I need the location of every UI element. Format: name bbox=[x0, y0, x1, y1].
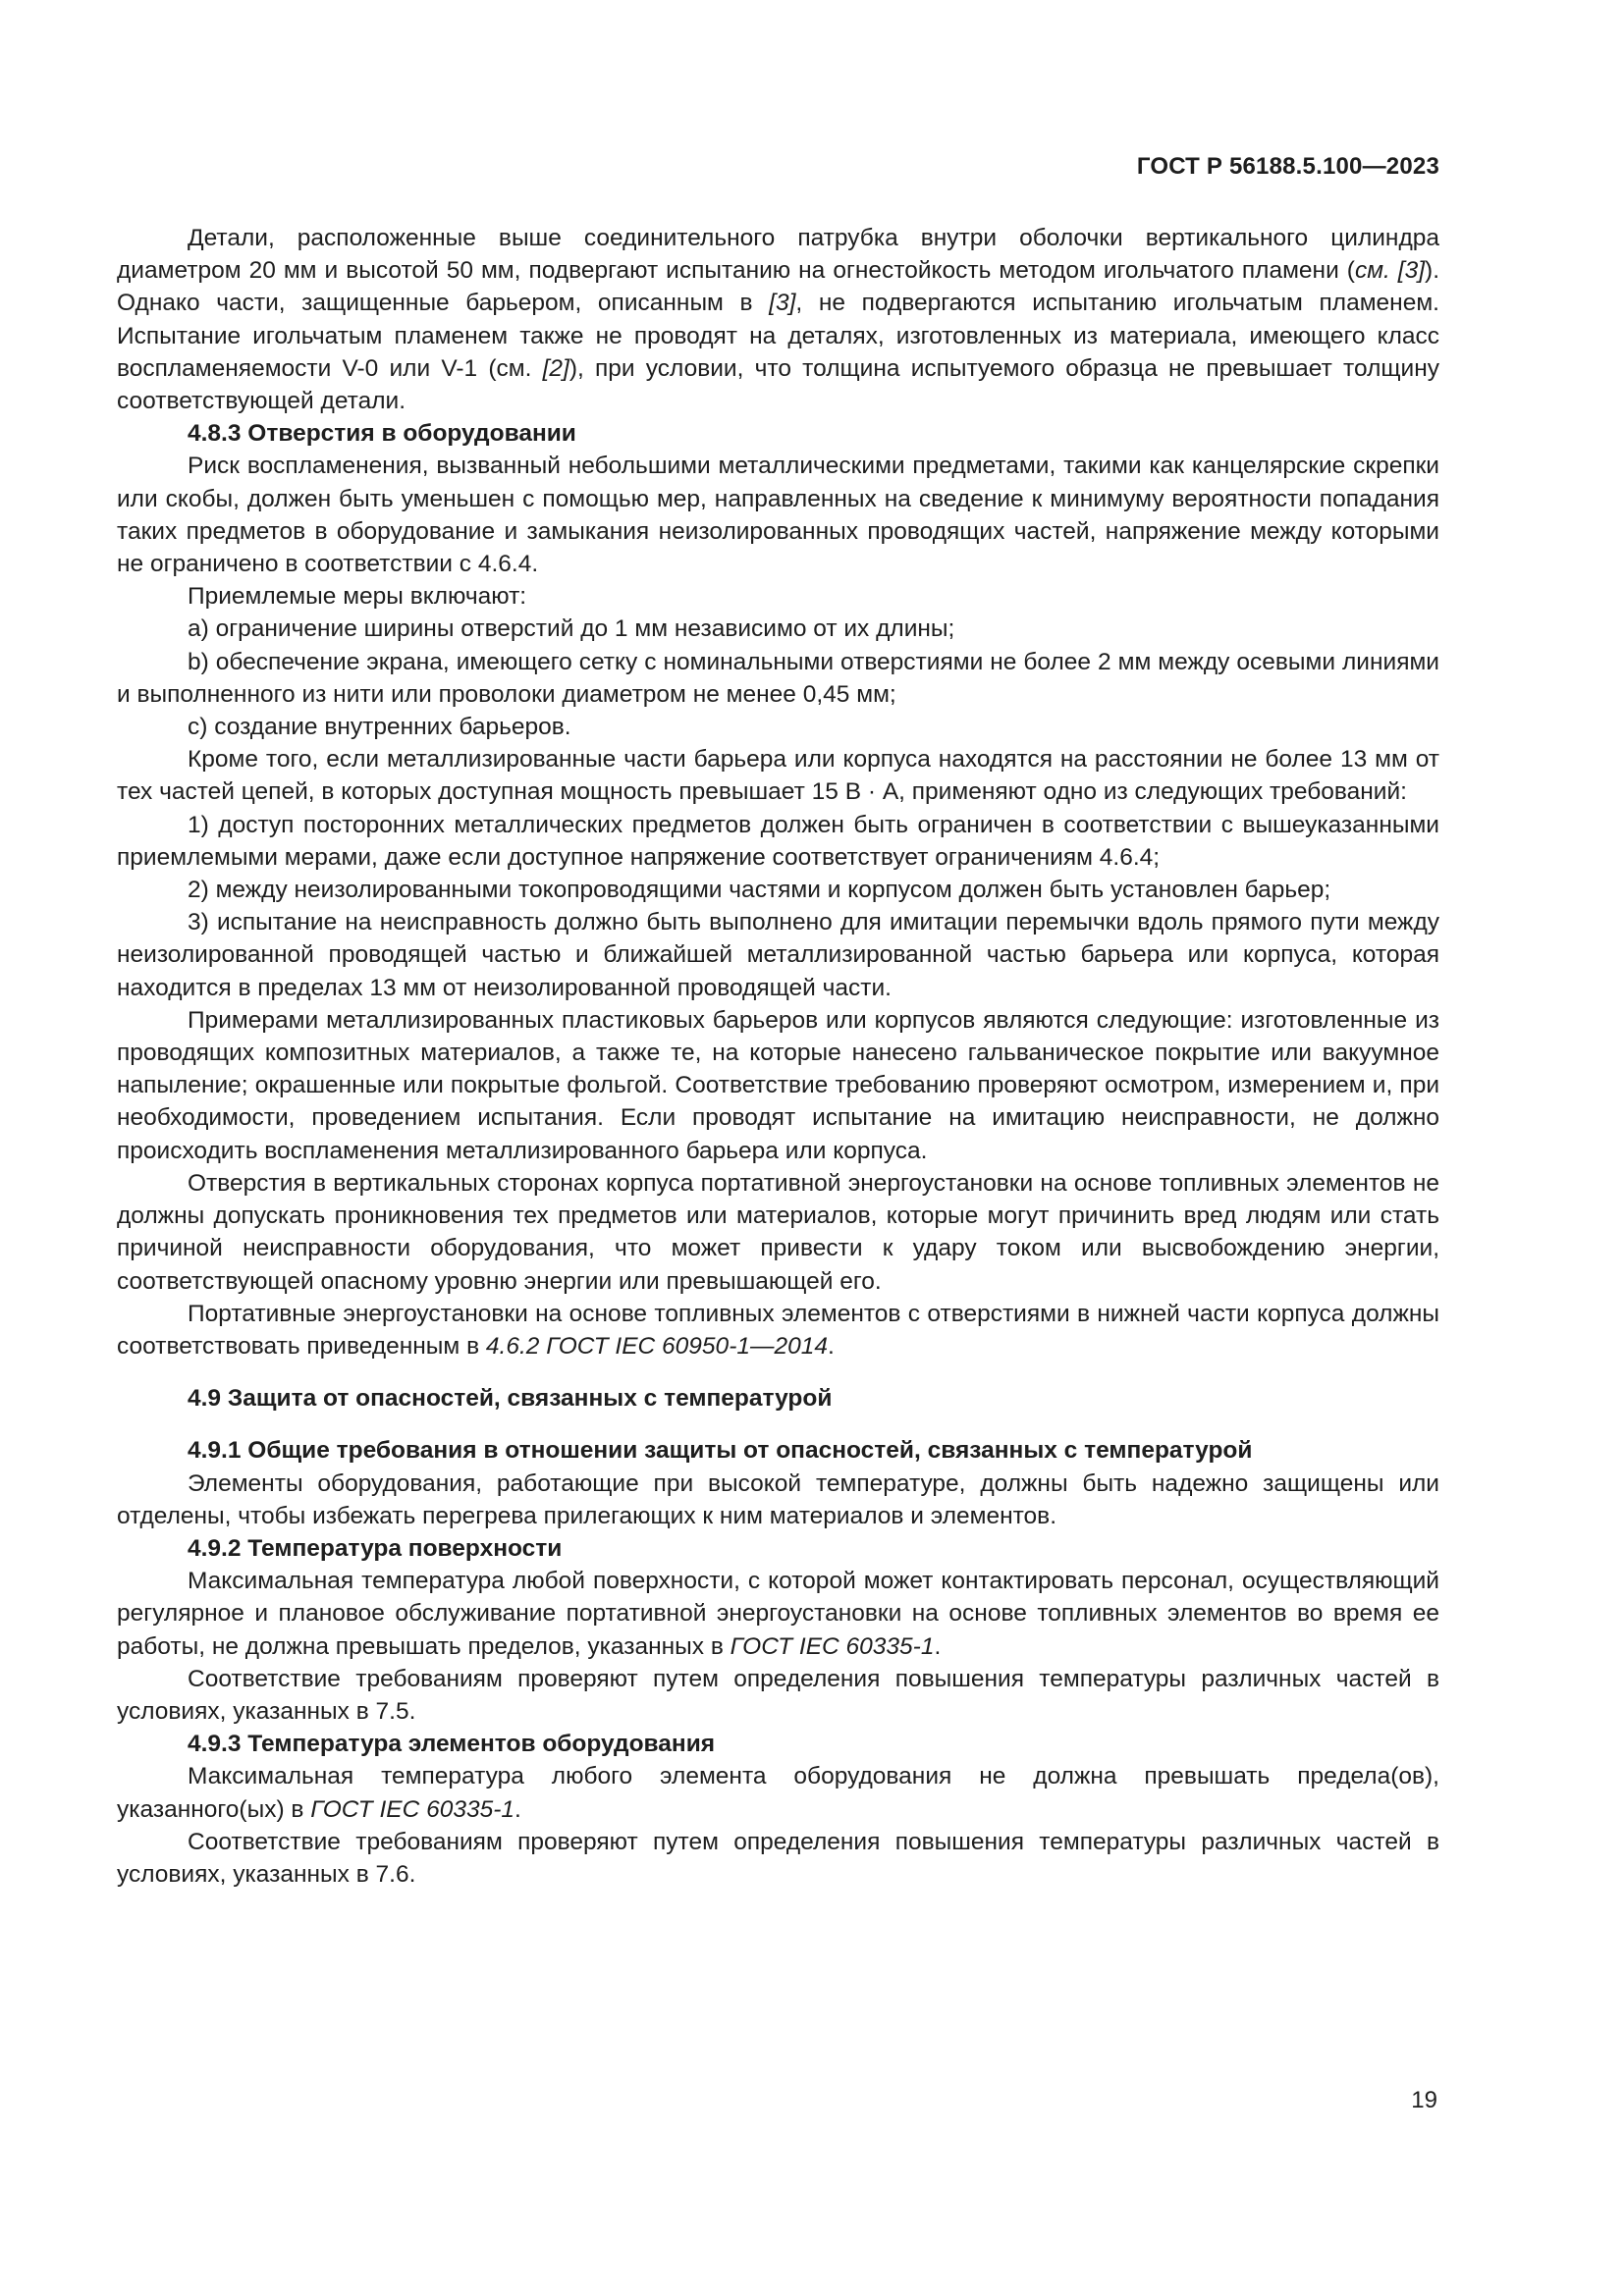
paragraph-compliance-7-5: Соответствие требованиям проверяют путем определения повышения температуры различных частей в условиях, указанных в 7.5. bbox=[117, 1665, 1439, 1725]
heading-4-9: 4.9 Защита от опасностей, связанных с температурой bbox=[188, 1385, 833, 1413]
paragraph-acceptable-measures: Приемлемые меры включают: bbox=[188, 583, 527, 611]
paragraph-ignition-risk: Риск воспламенения, вызванный небольшими металлическими предметами, такими как канцелярские скрепки или скобы, должен быть уменьшен с помощью мер, направленных на сведение к минимуму вероятности попадания таких предметов в оборудование и замыкания неизолированных проводящих частей, напряжение между которыми не ограничено в соответствии с 4.6.4. bbox=[117, 453, 1439, 578]
list-item-1: 1) доступ посторонних металлических предметов должен быть ограничен в соответствии с вышеуказанными приемлемыми мерами, даже если доступное напряжение соответствует ограничениям 4.6.4; bbox=[117, 811, 1439, 871]
text-run: . bbox=[827, 1332, 835, 1360]
reference-gost-60335: ГОСТ IEC 60335-1 bbox=[730, 1632, 935, 1660]
list-item-2: 2) между неизолированными токопроводящими частями и корпусом должен быть установлен барьер; bbox=[188, 877, 1331, 904]
text-run: Максимальная температура любой поверхности, с которой может контактировать персонал, осуществляющий регулярное и плановое обслуживание портативной энергоустановки на основе топливных элементов во время ее работы, не должна превышать пределов, указанных в bbox=[117, 1568, 1439, 1660]
reference-2: [2] bbox=[542, 354, 569, 382]
text-run: Максимальная температура любого элемента оборудования не должна превышать предела(ов), указанного(ых) в bbox=[117, 1763, 1439, 1823]
document-code-header: ГОСТ Р 56188.5.100—2023 bbox=[1136, 153, 1439, 180]
heading-4-9-1: 4.9.1 Общие требования в отношении защиты от опасностей, связанных с температурой bbox=[188, 1437, 1253, 1465]
page-number: 19 bbox=[1411, 2087, 1437, 2113]
text-run: . bbox=[514, 1795, 521, 1823]
text-run: ). Однако части, защищенные барьером, описанным в bbox=[117, 257, 1440, 317]
document-body bbox=[117, 222, 1439, 1891]
heading-4-9-2: 4.9.2 Температура поверхности bbox=[188, 1534, 563, 1562]
list-item-b: b) обеспечение экрана, имеющего сетку с номинальными отверстиями не более 2 мм между осевыми линиями и выполненного из нити или проволоки диаметром не менее 0,45 мм; bbox=[117, 648, 1439, 708]
paragraph-bottom-openings bbox=[117, 1298, 1439, 1362]
heading-4-8-3: 4.8.3 Отверстия в оборудовании bbox=[188, 420, 576, 448]
paragraph-parts-above-connector bbox=[117, 222, 1439, 417]
list-item-a: a) ограничение ширины отверстий до 1 мм независимо от их длины; bbox=[188, 615, 955, 643]
reference-gost-60335-second: ГОСТ IEC 60335-1 bbox=[310, 1795, 515, 1823]
text-run: Портативные энергоустановки на основе топливных элементов с отверстиями в нижней части корпуса должны соответствовать приведенным в bbox=[117, 1300, 1439, 1360]
paragraph-vertical-openings: Отверстия в вертикальных сторонах корпуса портативной энергоустановки на основе топливных элементов не должны допускать проникновения тех предметов или материалов, которые могут причинить вред людям или стать причиной неисправности оборудования, что может привести к удару током или высвобождению энергии, соответствующей опасному уровню энергии или превышающей его. bbox=[117, 1169, 1439, 1295]
text-run: ), при условии, что толщина испытуемого образца не превышает толщину соответствующей детали. bbox=[117, 354, 1439, 415]
paragraph-compliance-7-6: Соответствие требованиям проверяют путем определения повышения температуры различных частей в условиях, указанных в 7.6. bbox=[117, 1828, 1439, 1888]
text-run: , не подвергаются испытанию игольчатым пламенем. Испытание игольчатым пламенем также не проводят на деталях, изготовленных из материала, имеющего класс воспламеняемости V-0 или V-1 (см. bbox=[117, 290, 1439, 382]
paragraph-element-temperature bbox=[117, 1760, 1439, 1825]
reference-gost-60950: 4.6.2 ГОСТ IEC 60950-1—2014 bbox=[485, 1332, 828, 1360]
list-item-c: c) создание внутренних барьеров. bbox=[188, 714, 571, 741]
reference-3: см. [3] bbox=[1354, 257, 1426, 285]
heading-4-9-3: 4.9.3 Температура элементов оборудования bbox=[188, 1731, 716, 1758]
paragraph-metallized-parts: Кроме того, если металлизированные части барьера или корпуса находятся на расстоянии не более 13 мм от тех частей цепей, в которых доступная мощность превышает 15 В · А, применяют одно из следующих требований: bbox=[117, 746, 1439, 806]
paragraph-examples: Примерами металлизированных пластиковых барьеров или корпусов являются следующие: изготовленные из проводящих композитных материалов, а также те, на которые нанесено гальваническое покрытие или вакуумное напыление; окрашенные или покрытые фольгой. Соответствие требованию проверяют осмотром, измерением и, при необходимости, проведением испытания. Если проводят испытание на имитацию неисправности, не должно происходить воспламенения металлизированного барьера или корпуса. bbox=[117, 1006, 1439, 1164]
text-run: Детали, расположенные выше соединительного патрубка внутри оболочки вертикального цилиндра диаметром 20 мм и высотой 50 мм, подвергают испытанию на огнестойкость методом игольчатого пламени ( bbox=[117, 225, 1439, 285]
text-run: . bbox=[934, 1632, 942, 1660]
paragraph-hot-elements: Элементы оборудования, работающие при высокой температуре, должны быть надежно защищены или отделены, чтобы избежать перегрева прилегающих к ним материалов и элементов. bbox=[117, 1469, 1439, 1529]
paragraph-surface-temperature bbox=[117, 1565, 1439, 1663]
list-item-3: 3) испытание на неисправность должно быть выполнено для имитации перемычки вдоль прямого пути между неизолированной проводящей частью и ближайшей металлизированной частью барьера или корпуса, которая находится в пределах 13 мм от неизолированной проводящей части. bbox=[117, 909, 1439, 1001]
reference-3-second: [3] bbox=[769, 290, 796, 317]
